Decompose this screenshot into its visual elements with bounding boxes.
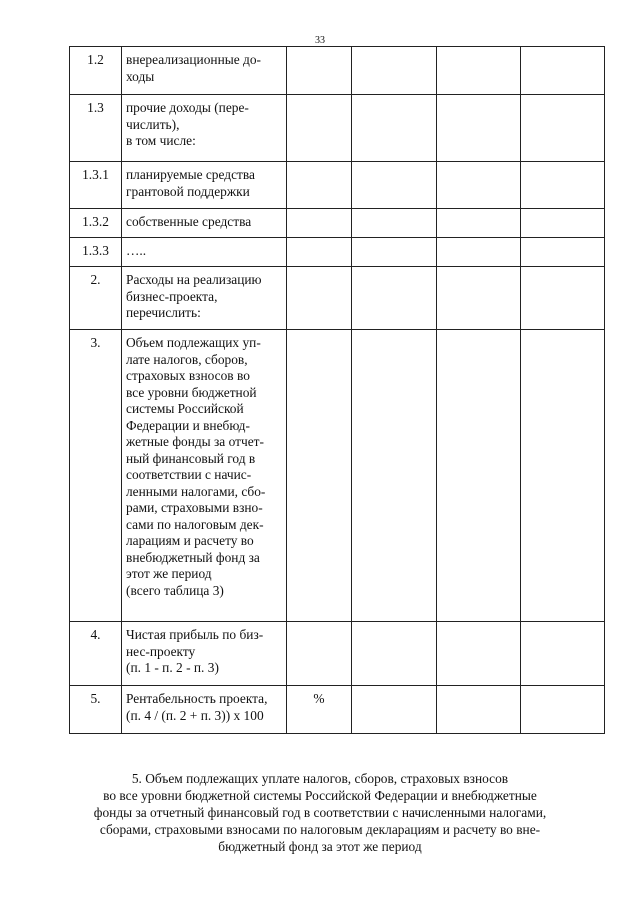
table-cell	[521, 622, 605, 686]
table-cell	[437, 95, 521, 162]
row-number: 1.3	[70, 95, 122, 162]
table-cell	[521, 95, 605, 162]
section-heading: 5. Объем подлежащих уплате налогов, сборов, страховых взносов во все уровни бюджетной системы Российской Федерации и внебюджетные фонды за отчетный финансовый год в соответствии с начисленными налогами, сборами, страховыми взносами по налоговым декларациям и расчету во вне- бюджетный фонд за этот же период	[93, 771, 547, 854]
table-cell	[352, 267, 437, 330]
table-cell	[287, 209, 352, 238]
table-row	[70, 686, 605, 734]
row-number: 3.	[70, 330, 122, 622]
table-cell	[521, 47, 605, 95]
table-cell	[352, 330, 437, 622]
row-label: внереализационные до- ходы	[122, 47, 287, 95]
table-cell	[287, 622, 352, 686]
table-cell	[521, 330, 605, 622]
table-cell	[287, 47, 352, 95]
table-cell	[521, 209, 605, 238]
table-cell	[437, 267, 521, 330]
table-cell	[521, 238, 605, 267]
table-cell	[352, 686, 437, 734]
table-row	[70, 622, 605, 686]
table-cell	[287, 238, 352, 267]
table-cell	[437, 209, 521, 238]
table-row	[70, 162, 605, 209]
row-label: Расходы на реализацию бизнес-проекта, перечислить:	[122, 267, 287, 330]
row-number: 1.3.2	[70, 209, 122, 238]
table-cell	[437, 47, 521, 95]
row-label: Рентабельность проекта, (п. 4 / (п. 2 + п. 3)) х 100	[122, 686, 287, 734]
table-cell	[352, 95, 437, 162]
financial-table	[69, 46, 605, 734]
table-cell	[437, 162, 521, 209]
table-row	[70, 238, 605, 267]
table-cell	[352, 162, 437, 209]
table-cell	[287, 267, 352, 330]
table-row	[70, 47, 605, 95]
table-cell	[352, 47, 437, 95]
table-cell	[437, 238, 521, 267]
page-number: 33	[315, 35, 325, 46]
table-row	[70, 330, 605, 622]
table-cell	[521, 267, 605, 330]
row-number: 1.3.1	[70, 162, 122, 209]
row-label: Чистая прибыль по биз- нес-проекту (п. 1 - п. 2 - п. 3)	[122, 622, 287, 686]
row-number: 5.	[70, 686, 122, 734]
table-cell: %	[287, 686, 352, 734]
row-number: 1.3.3	[70, 238, 122, 267]
table-cell	[437, 622, 521, 686]
table-cell	[521, 686, 605, 734]
table-cell	[287, 162, 352, 209]
table-cell	[287, 330, 352, 622]
table-cell	[521, 162, 605, 209]
row-number: 2.	[70, 267, 122, 330]
table-row	[70, 209, 605, 238]
table-cell	[437, 330, 521, 622]
row-number: 1.2	[70, 47, 122, 95]
row-label: прочие доходы (пере- числить), в том числе:	[122, 95, 287, 162]
row-label: собственные средства	[122, 209, 287, 238]
table-cell	[287, 95, 352, 162]
table-cell	[352, 622, 437, 686]
row-number: 4.	[70, 622, 122, 686]
table-cell	[352, 209, 437, 238]
row-label: Объем подлежащих уп- лате налогов, сборов, страховых взносов во все уровни бюджетной системы Российской Федерации и внебюд- жетные фонды за отчет- ный финансовый год в соответствии с начис- ленными налогами, сбо- рами, страховыми взно- сами по налоговым дек- ларациям и расчету во внебюджетный фонд за этот же период (всего таблица 3)	[122, 330, 287, 622]
row-label: …..	[122, 238, 287, 267]
table-cell	[352, 238, 437, 267]
table-row	[70, 267, 605, 330]
table-row	[70, 95, 605, 162]
table-cell	[437, 686, 521, 734]
row-label: планируемые средства грантовой поддержки	[122, 162, 287, 209]
